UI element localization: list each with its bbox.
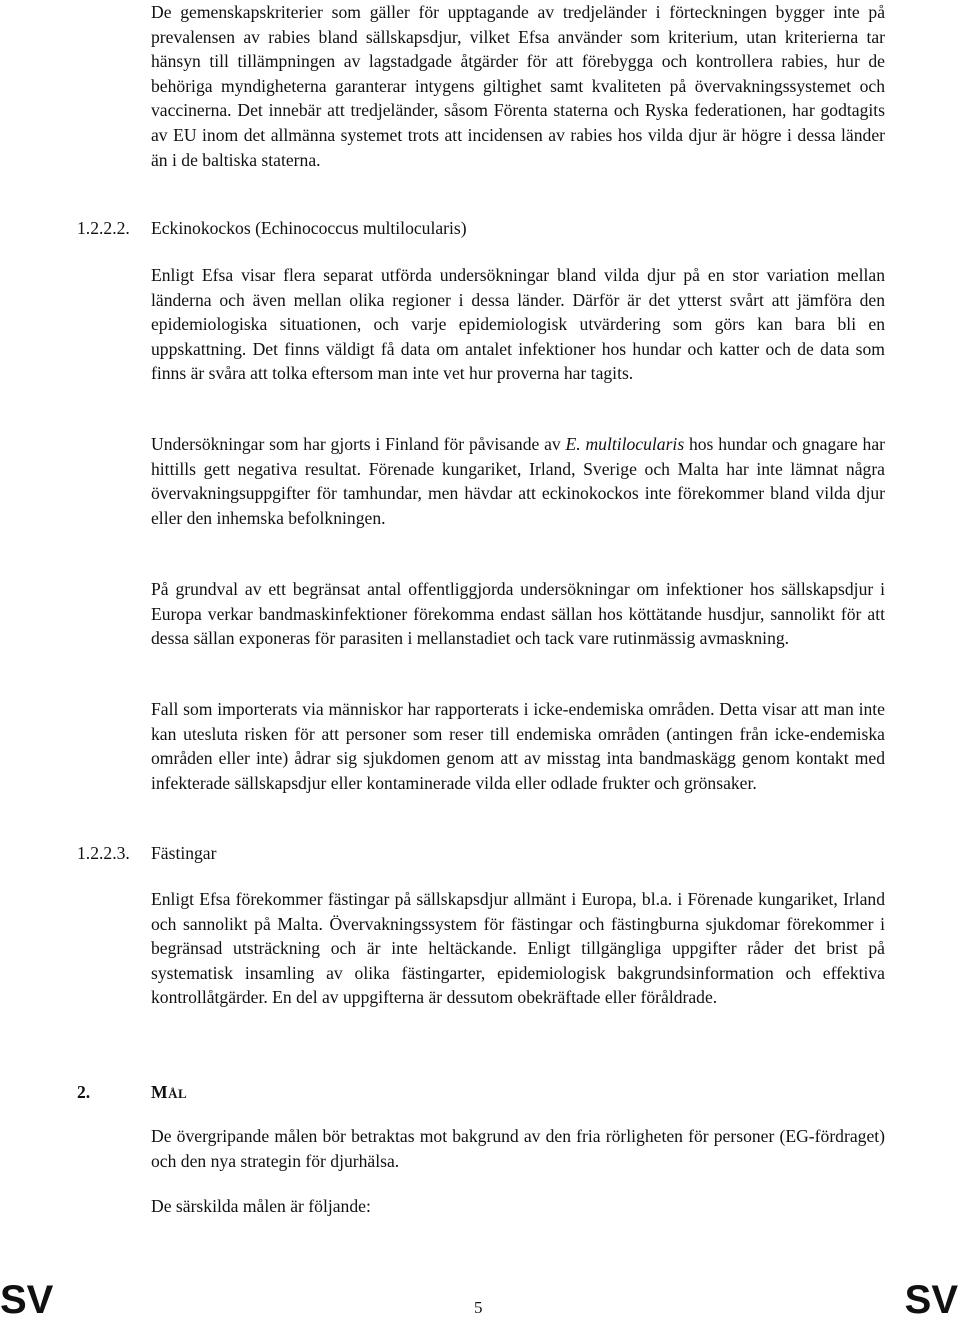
footer-language-right: SV (904, 1278, 958, 1322)
paragraph-overall-goals: De övergripande målen bör betraktas mot bakgrund av den fria rörligheten för personer (EG-fördraget) och den nya strategin för djurhälsa. (151, 1126, 885, 1171)
section-number-ticks: 1.2.2.3. (77, 843, 130, 863)
paragraph-specific-goals: De särskilda målen är följande: (151, 1196, 371, 1216)
footer-language-left: SV (0, 1278, 54, 1322)
section-heading-goals-rest: ÅL (168, 1086, 188, 1101)
paragraph-finland-surveys (151, 432, 885, 530)
paragraph-finland-text-end: hos hundar och gnagare har hittills gett negativa resultat. Förenade kungariket, Irland, Sverige och Malta har inte lämnat några övervakningsuppgifter för tamhundar, men hävdar att eckinokockos inte förekommer bland vilda djur eller den inhemska befolkningen. (151, 434, 885, 528)
paragraph-efsa-wild-animals: Enligt Efsa visar flera separat utförda undersökningar bland vilda djur på en stor variation mellan länderna och även mellan olika regioner i dessa länder. Därför är det ytterst svårt att jämföra den epidemiologiska situationen, och varje epidemiologisk utvärdering som görs kan bara bli en uppskattning. Det finns väldigt få data om antalet infektioner hos hundar och katter och de data som finns är svåra att tolka eftersom man inte vet hur proverna har tagits. (151, 265, 885, 384)
section-number-echinococcosis: 1.2.2.2. (77, 218, 130, 238)
paragraph-pet-infections: På grundval av ett begränsat antal offentliggjorda undersökningar om infektioner hos sällskapsdjur i Europa verkar bandmaskinfektioner förekomma endast sällan hos köttätande husdjur, sannolikt för att dessa sällan exponeras för parasiten i mellanstadiet och tack vare rutinmässig avmaskning. (151, 579, 885, 649)
section-heading-ticks: Fästingar (151, 843, 217, 863)
paragraph-imported-cases: Fall som importerats via människor har rapporterats i icke-endemiska områden. Detta visar att man inte kan utesluta risken för att personer som reser till endemiska områden (antingen från icke-endemiska områden eller inte) ådrar sig sjukdomen genom att av misstag inta bandmaskägg genom kontakt med infekterade sällskapsdjur eller kontaminerade vilda eller odlade frukter och grönsaker. (151, 699, 885, 793)
section-heading-goals-initial: M (151, 1082, 169, 1102)
section-number-goals: 2. (77, 1082, 91, 1102)
paragraph-rabies-criteria: De gemenskapskriterier som gäller för upptagande av tredjeländer i förteckningen bygger inte på prevalensen av rabies bland sällskapsdjur, vilket Efsa använder som kriterium, utan kriterierna tar hänsyn till tillämpningen av lagstadgade åtgärder för att förebygga och kontrollera rabies, hur de behöriga myndigheterna garanterar intygens giltighet samt kvaliteten på övervakningssystemet och vaccinerna. Det innebär att tredjeländer, såsom Förenta staterna och Ryska federationen, har godtagits av EU inom det allmänna systemet trots att incidensen av rabies hos vilda djur är högre i dessa länder än i de baltiska staterna. (151, 2, 885, 170)
section-heading-echinococcosis: Eckinokockos (Echinococcus multilocularis) (151, 218, 467, 238)
footer-page-number: 5 (474, 1298, 483, 1317)
section-heading-goals (151, 1080, 187, 1107)
paragraph-ticks-efsa: Enligt Efsa förekommer fästingar på sällskapsdjur allmänt i Europa, bl.a. i Förenade kungariket, Irland och sannolikt på Malta. Övervakningssystem för fästingar och fästingburna sjukdomar förekommer i begränsad utsträckning och är inte heltäckande. Enligt tillgängliga uppgifter råder det brist på systematisk insamling av olika fästingarter, epidemiologisk bakgrundsinformation och effektiva kontrollåtgärder. En del av uppgifterna är dessutom obekräftade eller föråldrade. (151, 889, 885, 1008)
species-name-italic: E. multilocularis (565, 434, 685, 454)
paragraph-finland-text-start: Undersökningar som har gjorts i Finland för påvisande av (151, 434, 566, 454)
